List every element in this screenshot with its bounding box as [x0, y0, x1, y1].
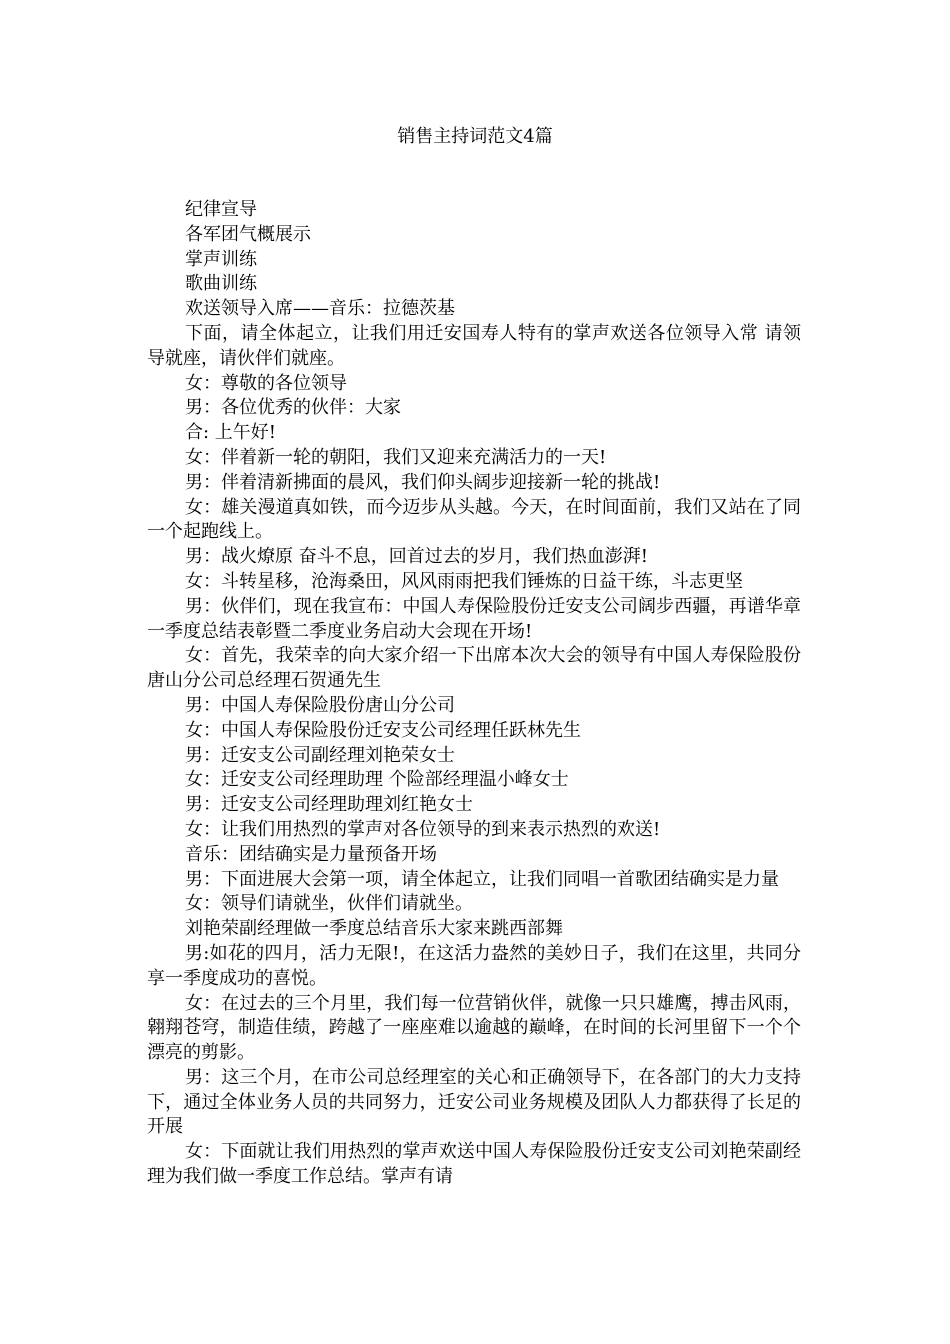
paragraph: 刘艳荣副经理做一季度总结音乐大家来跳西部舞 [185, 918, 563, 940]
document-title: 销售主持词范文4篇 [397, 126, 553, 147]
paragraph: 男：迁安支公司经理助理刘红艳女士 [185, 794, 473, 816]
paragraph: 男：下面进展大会第一项，请全体起立，让我们同唱一首歌团结确实是力量 [185, 868, 779, 890]
paragraph: 各军团气概展示 [185, 223, 311, 245]
paragraph: 女：迁安支公司经理助理 个险部经理温小峰女士 [185, 769, 569, 791]
paragraph: 下面，请全体起立，让我们用迁安国寿人特有的掌声欢送各位领导入常 请领导就座，请伙伴们就座。 [147, 322, 801, 369]
paragraph: 男：各位优秀的伙伴：大家 [185, 397, 401, 419]
paragraph: 男：战火燎原 奋斗不息，回首过去的岁月，我们热血澎湃! [185, 546, 648, 568]
paragraph: 女：在过去的三个月里，我们每一位营销伙伴，就像一只只雄鹰，搏击风雨，翱翔苍穹，制造佳绩，跨越了一座座难以逾越的巅峰，在时间的长河里留下一个个漂亮的剪影。 [147, 992, 801, 1064]
paragraph: 女：首先，我荣幸的向大家介绍一下出席本次大会的领导有中国人寿保险股份唐山分公司总经理石贺通先生 [147, 645, 801, 692]
paragraph: 掌声训练 [185, 248, 257, 270]
paragraph: 女：下面就让我们用热烈的掌声欢送中国人寿保险股份迁安支公司刘艳荣副经理为我们做一季度工作总结。掌声有请 [147, 1141, 801, 1188]
document-body [147, 198, 801, 1190]
paragraph: 女：让我们用热烈的掌声对各位领导的到来表示热烈的欢送! [185, 818, 661, 840]
paragraph: 女：伴着新一轮的朝阳，我们又迎来充满活力的一天! [185, 446, 607, 468]
paragraph: 纪律宣导 [185, 199, 257, 220]
paragraph: 男:如花的四月，活力无限!，在这活力盎然的美妙日子，我们在这里，共同分享一季度成功的喜悦。 [147, 942, 801, 989]
paragraph: 欢送领导入席——音乐：拉德茨基 [185, 298, 455, 320]
paragraph: 男：这三个月，在市公司总经理室的关心和正确领导下，在各部门的大力支持下，通过全体业务人员的共同努力，迁安公司业务规模及团队人力都获得了长足的开展 [147, 1066, 801, 1138]
paragraph: 男：伙伴们，现在我宣布：中国人寿保险股份迁安支公司阔步西疆，再谱华章一季度总结表彰暨二季度业务启动大会现在开场! [147, 595, 801, 642]
paragraph: 女：中国人寿保险股份迁安支公司经理任跃林先生 [185, 719, 581, 741]
paragraph: 女：领导们请就坐，伙伴们请就坐。 [185, 893, 473, 915]
paragraph: 歌曲训练 [185, 273, 257, 295]
paragraph: 男：中国人寿保险股份唐山分公司 [185, 694, 455, 716]
paragraph: 合: 上午好! [185, 422, 277, 444]
paragraph: 女：斗转星移，沧海桑田，风风雨雨把我们锤炼的日益干练，斗志更坚 [185, 570, 743, 592]
paragraph: 女：尊敬的各位领导 [185, 372, 347, 394]
paragraph: 男：伴着清新拂面的晨风，我们仰头阔步迎接新一轮的挑战! [185, 471, 661, 493]
paragraph: 男：迁安支公司副经理刘艳荣女士 [185, 744, 455, 766]
paragraph: 女：雄关漫道真如铁，而今迈步从头越。今天，在时间面前，我们又站在了同一个起跑线上。 [147, 496, 801, 543]
paragraph: 音乐：团结确实是力量预备开场 [185, 843, 437, 865]
